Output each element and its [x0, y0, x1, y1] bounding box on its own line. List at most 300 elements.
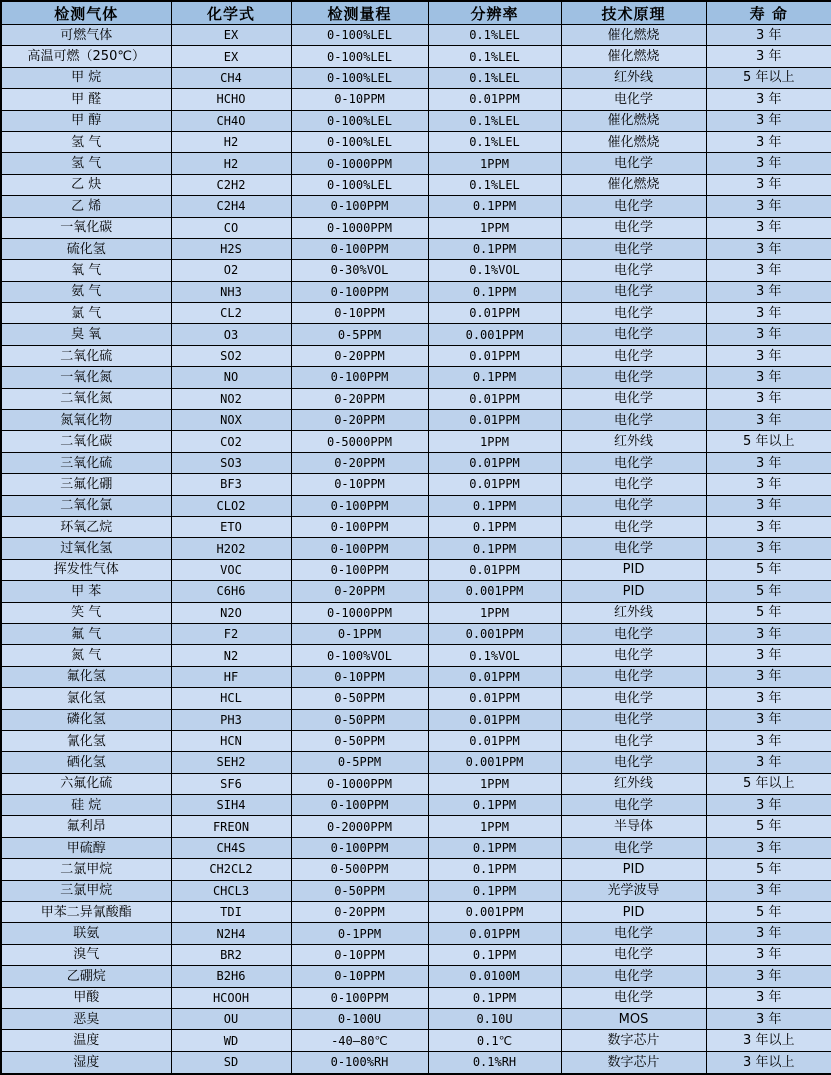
- cell-lifespan: 3 年: [706, 452, 831, 473]
- cell-lifespan: 3 年: [706, 367, 831, 388]
- cell-resolution: 0.1PPM: [428, 495, 561, 516]
- cell-chemical-formula: FREON: [171, 816, 291, 837]
- cell-gas-name: 挥发性气体: [1, 559, 171, 580]
- cell-resolution: 0.001PPM: [428, 752, 561, 773]
- cell-chemical-formula: SF6: [171, 773, 291, 794]
- cell-detection-range: 0-100PPM: [291, 238, 428, 259]
- cell-resolution: 0.001PPM: [428, 623, 561, 644]
- cell-technology: 电化学: [561, 666, 706, 687]
- cell-lifespan: 3 年: [706, 730, 831, 751]
- table-row: [1, 859, 831, 880]
- cell-gas-name: 氢 气: [1, 131, 171, 152]
- cell-technology: 电化学: [561, 495, 706, 516]
- cell-detection-range: 0-5PPM: [291, 752, 428, 773]
- cell-gas-name: 甲 醛: [1, 89, 171, 110]
- cell-technology: PID: [561, 902, 706, 923]
- cell-technology: 电化学: [561, 303, 706, 324]
- table-row: [1, 944, 831, 965]
- col-header-lifespan: 寿 命: [706, 1, 831, 25]
- header-row: [1, 1, 831, 25]
- cell-resolution: 0.1%LEL: [428, 67, 561, 88]
- cell-detection-range: 0-10PPM: [291, 666, 428, 687]
- cell-chemical-formula: NH3: [171, 281, 291, 302]
- cell-lifespan: 3 年: [706, 89, 831, 110]
- cell-chemical-formula: CHCL3: [171, 880, 291, 901]
- table-row: [1, 966, 831, 987]
- cell-technology: 电化学: [561, 752, 706, 773]
- cell-lifespan: 3 年: [706, 196, 831, 217]
- cell-gas-name: 温度: [1, 1030, 171, 1051]
- cell-lifespan: 3 年: [706, 645, 831, 666]
- cell-technology: 半导体: [561, 816, 706, 837]
- cell-resolution: 0.01PPM: [428, 709, 561, 730]
- table-row: [1, 367, 831, 388]
- cell-chemical-formula: SO3: [171, 452, 291, 473]
- cell-resolution: 0.1PPM: [428, 281, 561, 302]
- table-row: [1, 131, 831, 152]
- cell-resolution: 0.1%RH: [428, 1051, 561, 1074]
- cell-resolution: 0.01PPM: [428, 730, 561, 751]
- cell-detection-range: 0-100%LEL: [291, 174, 428, 195]
- table-row: [1, 281, 831, 302]
- cell-detection-range: 0-100%LEL: [291, 25, 428, 46]
- cell-lifespan: 3 年: [706, 281, 831, 302]
- cell-lifespan: 5 年: [706, 816, 831, 837]
- table-row: [1, 773, 831, 794]
- cell-chemical-formula: CH2CL2: [171, 859, 291, 880]
- cell-gas-name: 甲酸: [1, 987, 171, 1008]
- cell-technology: 电化学: [561, 153, 706, 174]
- table-row: [1, 1030, 831, 1051]
- cell-chemical-formula: HCOOH: [171, 987, 291, 1008]
- cell-detection-range: 0-2000PPM: [291, 816, 428, 837]
- cell-resolution: 0.1PPM: [428, 516, 561, 537]
- cell-gas-name: 六氟化硫: [1, 773, 171, 794]
- cell-resolution: 0.10U: [428, 1008, 561, 1029]
- cell-resolution: 0.1PPM: [428, 944, 561, 965]
- table-row: [1, 46, 831, 67]
- cell-detection-range: 0-50PPM: [291, 709, 428, 730]
- cell-chemical-formula: EX: [171, 25, 291, 46]
- cell-resolution: 0.1PPM: [428, 238, 561, 259]
- cell-chemical-formula: WD: [171, 1030, 291, 1051]
- cell-resolution: 1PPM: [428, 773, 561, 794]
- cell-detection-range: 0-100%RH: [291, 1051, 428, 1074]
- cell-gas-name: 氧 气: [1, 260, 171, 281]
- cell-chemical-formula: CO2: [171, 431, 291, 452]
- cell-lifespan: 3 年: [706, 153, 831, 174]
- table-row: [1, 431, 831, 452]
- cell-resolution: 1PPM: [428, 431, 561, 452]
- cell-technology: 电化学: [561, 837, 706, 858]
- cell-lifespan: 5 年以上: [706, 67, 831, 88]
- cell-resolution: 1PPM: [428, 602, 561, 623]
- cell-chemical-formula: CL2: [171, 303, 291, 324]
- cell-lifespan: 3 年: [706, 538, 831, 559]
- cell-resolution: 0.0100M: [428, 966, 561, 987]
- cell-lifespan: 3 年: [706, 388, 831, 409]
- cell-technology: 电化学: [561, 388, 706, 409]
- cell-technology: 电化学: [561, 730, 706, 751]
- cell-lifespan: 5 年: [706, 581, 831, 602]
- cell-chemical-formula: CH4: [171, 67, 291, 88]
- cell-technology: 光学波导: [561, 880, 706, 901]
- cell-technology: 电化学: [561, 281, 706, 302]
- cell-gas-name: 氟 气: [1, 623, 171, 644]
- cell-detection-range: 0-50PPM: [291, 880, 428, 901]
- cell-resolution: 0.1%LEL: [428, 25, 561, 46]
- col-header-detection-range: 检测量程: [291, 1, 428, 25]
- cell-lifespan: 3 年: [706, 880, 831, 901]
- cell-resolution: 1PPM: [428, 217, 561, 238]
- cell-resolution: 0.01PPM: [428, 688, 561, 709]
- cell-gas-name: 高温可燃（250℃）: [1, 46, 171, 67]
- cell-technology: 电化学: [561, 452, 706, 473]
- cell-chemical-formula: EX: [171, 46, 291, 67]
- cell-chemical-formula: H2O2: [171, 538, 291, 559]
- cell-lifespan: 3 年: [706, 131, 831, 152]
- cell-detection-range: 0-1000PPM: [291, 153, 428, 174]
- cell-detection-range: 0-100PPM: [291, 281, 428, 302]
- cell-technology: PID: [561, 581, 706, 602]
- cell-gas-name: 二氧化硫: [1, 345, 171, 366]
- cell-gas-name: 乙 烯: [1, 196, 171, 217]
- cell-lifespan: 3 年: [706, 324, 831, 345]
- table-row: [1, 538, 831, 559]
- cell-lifespan: 5 年以上: [706, 773, 831, 794]
- cell-chemical-formula: N2: [171, 645, 291, 666]
- cell-technology: 电化学: [561, 795, 706, 816]
- cell-technology: 电化学: [561, 238, 706, 259]
- cell-detection-range: 0-10PPM: [291, 89, 428, 110]
- cell-technology: 红外线: [561, 431, 706, 452]
- cell-chemical-formula: HCHO: [171, 89, 291, 110]
- table-row: [1, 110, 831, 131]
- cell-lifespan: 3 年: [706, 923, 831, 944]
- table-row: [1, 345, 831, 366]
- cell-technology: MOS: [561, 1008, 706, 1029]
- cell-resolution: 0.1%LEL: [428, 46, 561, 67]
- cell-resolution: 0.001PPM: [428, 324, 561, 345]
- cell-detection-range: 0-100PPM: [291, 516, 428, 537]
- col-header-chemical-formula: 化学式: [171, 1, 291, 25]
- cell-technology: 电化学: [561, 709, 706, 730]
- cell-detection-range: 0-20PPM: [291, 902, 428, 923]
- table-row: [1, 174, 831, 195]
- cell-gas-name: 三氧化硫: [1, 452, 171, 473]
- cell-gas-name: 磷化氢: [1, 709, 171, 730]
- cell-lifespan: 3 年: [706, 837, 831, 858]
- table-row: [1, 559, 831, 580]
- table-row: [1, 645, 831, 666]
- cell-chemical-formula: N2H4: [171, 923, 291, 944]
- cell-lifespan: 3 年: [706, 752, 831, 773]
- cell-detection-range: 0-100PPM: [291, 559, 428, 580]
- cell-chemical-formula: C2H4: [171, 196, 291, 217]
- cell-gas-name: 氟利昂: [1, 816, 171, 837]
- table-row: [1, 89, 831, 110]
- cell-detection-range: 0-5000PPM: [291, 431, 428, 452]
- cell-gas-name: 甲 烷: [1, 67, 171, 88]
- cell-resolution: 0.001PPM: [428, 902, 561, 923]
- cell-detection-range: 0-100%LEL: [291, 46, 428, 67]
- cell-chemical-formula: C6H6: [171, 581, 291, 602]
- cell-resolution: 0.1PPM: [428, 880, 561, 901]
- table-row: [1, 795, 831, 816]
- cell-resolution: 0.1%LEL: [428, 174, 561, 195]
- table-row: [1, 752, 831, 773]
- cell-lifespan: 3 年: [706, 46, 831, 67]
- cell-detection-range: 0-1000PPM: [291, 217, 428, 238]
- cell-lifespan: 5 年: [706, 602, 831, 623]
- cell-chemical-formula: CH4S: [171, 837, 291, 858]
- col-header-technology: 技术原理: [561, 1, 706, 25]
- cell-technology: PID: [561, 559, 706, 580]
- cell-technology: 电化学: [561, 260, 706, 281]
- cell-chemical-formula: CLO2: [171, 495, 291, 516]
- table-row: [1, 730, 831, 751]
- cell-resolution: 0.01PPM: [428, 452, 561, 473]
- cell-detection-range: -40—80℃: [291, 1030, 428, 1051]
- cell-resolution: 0.01PPM: [428, 410, 561, 431]
- cell-lifespan: 3 年: [706, 1008, 831, 1029]
- cell-resolution: 0.01PPM: [428, 89, 561, 110]
- cell-technology: 电化学: [561, 923, 706, 944]
- cell-gas-name: 氢 气: [1, 153, 171, 174]
- cell-detection-range: 0-10PPM: [291, 303, 428, 324]
- cell-lifespan: 3 年: [706, 966, 831, 987]
- cell-gas-name: 乙硼烷: [1, 966, 171, 987]
- cell-resolution: 0.1PPM: [428, 795, 561, 816]
- cell-gas-name: 二氧化氮: [1, 388, 171, 409]
- cell-resolution: 0.01PPM: [428, 559, 561, 580]
- table-row: [1, 196, 831, 217]
- table-row: [1, 25, 831, 46]
- cell-technology: 数字芯片: [561, 1051, 706, 1074]
- cell-detection-range: 0-100PPM: [291, 495, 428, 516]
- cell-gas-name: 甲 苯: [1, 581, 171, 602]
- table-row: [1, 987, 831, 1008]
- cell-detection-range: 0-100PPM: [291, 367, 428, 388]
- cell-gas-name: 硅 烷: [1, 795, 171, 816]
- cell-detection-range: 0-100U: [291, 1008, 428, 1029]
- cell-lifespan: 3 年: [706, 516, 831, 537]
- cell-detection-range: 0-1PPM: [291, 923, 428, 944]
- cell-detection-range: 0-20PPM: [291, 388, 428, 409]
- cell-gas-name: 硒化氢: [1, 752, 171, 773]
- cell-gas-name: 甲硫醇: [1, 837, 171, 858]
- cell-lifespan: 3 年: [706, 174, 831, 195]
- cell-resolution: 0.1%VOL: [428, 260, 561, 281]
- cell-technology: 催化燃烧: [561, 25, 706, 46]
- cell-chemical-formula: OU: [171, 1008, 291, 1029]
- cell-resolution: 0.1℃: [428, 1030, 561, 1051]
- cell-detection-range: 0-100%LEL: [291, 131, 428, 152]
- cell-lifespan: 3 年: [706, 345, 831, 366]
- cell-resolution: 0.1PPM: [428, 837, 561, 858]
- col-header-resolution: 分辨率: [428, 1, 561, 25]
- cell-lifespan: 3 年: [706, 666, 831, 687]
- cell-lifespan: 3 年: [706, 110, 831, 131]
- cell-lifespan: 3 年: [706, 623, 831, 644]
- cell-chemical-formula: B2H6: [171, 966, 291, 987]
- cell-lifespan: 3 年: [706, 217, 831, 238]
- cell-detection-range: 0-10PPM: [291, 474, 428, 495]
- table-row: [1, 623, 831, 644]
- table-row: [1, 902, 831, 923]
- cell-detection-range: 0-500PPM: [291, 859, 428, 880]
- cell-gas-name: 二氯甲烷: [1, 859, 171, 880]
- cell-chemical-formula: N2O: [171, 602, 291, 623]
- table-row: [1, 923, 831, 944]
- table-row: [1, 688, 831, 709]
- cell-resolution: 1PPM: [428, 816, 561, 837]
- cell-chemical-formula: H2: [171, 131, 291, 152]
- table-row: [1, 880, 831, 901]
- table-row: [1, 388, 831, 409]
- cell-technology: PID: [561, 859, 706, 880]
- cell-lifespan: 3 年以上: [706, 1030, 831, 1051]
- cell-resolution: 0.001PPM: [428, 581, 561, 602]
- cell-lifespan: 3 年以上: [706, 1051, 831, 1074]
- cell-resolution: 0.01PPM: [428, 388, 561, 409]
- table-row: [1, 709, 831, 730]
- cell-detection-range: 0-100PPM: [291, 538, 428, 559]
- cell-gas-name: 三氟化硼: [1, 474, 171, 495]
- cell-detection-range: 0-30%VOL: [291, 260, 428, 281]
- cell-technology: 催化燃烧: [561, 46, 706, 67]
- table-row: [1, 324, 831, 345]
- cell-technology: 红外线: [561, 773, 706, 794]
- cell-technology: 电化学: [561, 987, 706, 1008]
- cell-resolution: 0.01PPM: [428, 303, 561, 324]
- cell-chemical-formula: C2H2: [171, 174, 291, 195]
- cell-gas-name: 氰化氢: [1, 730, 171, 751]
- cell-technology: 电化学: [561, 345, 706, 366]
- cell-chemical-formula: BR2: [171, 944, 291, 965]
- cell-technology: 电化学: [561, 538, 706, 559]
- cell-lifespan: 3 年: [706, 238, 831, 259]
- cell-lifespan: 3 年: [706, 688, 831, 709]
- cell-detection-range: 0-100PPM: [291, 196, 428, 217]
- cell-gas-name: 臭 氧: [1, 324, 171, 345]
- cell-detection-range: 0-100PPM: [291, 795, 428, 816]
- table-row: [1, 67, 831, 88]
- cell-gas-name: 氮 气: [1, 645, 171, 666]
- table-row: [1, 837, 831, 858]
- cell-lifespan: 3 年: [706, 303, 831, 324]
- cell-lifespan: 5 年以上: [706, 431, 831, 452]
- cell-technology: 电化学: [561, 516, 706, 537]
- cell-detection-range: 0-10PPM: [291, 944, 428, 965]
- cell-gas-name: 甲苯二异氰酸酯: [1, 902, 171, 923]
- cell-lifespan: 3 年: [706, 495, 831, 516]
- cell-chemical-formula: VOC: [171, 559, 291, 580]
- cell-lifespan: 3 年: [706, 944, 831, 965]
- cell-chemical-formula: CO: [171, 217, 291, 238]
- cell-detection-range: 0-10PPM: [291, 966, 428, 987]
- cell-technology: 红外线: [561, 602, 706, 623]
- cell-technology: 红外线: [561, 67, 706, 88]
- table-row: [1, 581, 831, 602]
- cell-technology: 催化燃烧: [561, 174, 706, 195]
- cell-detection-range: 0-100PPM: [291, 837, 428, 858]
- cell-resolution: 0.01PPM: [428, 923, 561, 944]
- cell-chemical-formula: F2: [171, 623, 291, 644]
- cell-gas-name: 氟化氢: [1, 666, 171, 687]
- cell-gas-name: 氨 气: [1, 281, 171, 302]
- cell-detection-range: 0-5PPM: [291, 324, 428, 345]
- cell-technology: 电化学: [561, 688, 706, 709]
- table-row: [1, 816, 831, 837]
- cell-gas-name: 二氧化氯: [1, 495, 171, 516]
- cell-detection-range: 0-50PPM: [291, 688, 428, 709]
- cell-chemical-formula: O3: [171, 324, 291, 345]
- cell-detection-range: 0-1000PPM: [291, 773, 428, 794]
- cell-detection-range: 0-100%VOL: [291, 645, 428, 666]
- cell-gas-name: 氯化氢: [1, 688, 171, 709]
- cell-technology: 催化燃烧: [561, 131, 706, 152]
- cell-gas-name: 一氧化氮: [1, 367, 171, 388]
- cell-resolution: 0.1PPM: [428, 196, 561, 217]
- table-row: [1, 303, 831, 324]
- cell-resolution: 0.01PPM: [428, 345, 561, 366]
- col-header-gas-name: 检测气体: [1, 1, 171, 25]
- cell-chemical-formula: O2: [171, 260, 291, 281]
- cell-gas-name: 过氧化氢: [1, 538, 171, 559]
- cell-technology: 电化学: [561, 410, 706, 431]
- cell-chemical-formula: NOX: [171, 410, 291, 431]
- cell-chemical-formula: SD: [171, 1051, 291, 1074]
- cell-gas-name: 氯 气: [1, 303, 171, 324]
- table-row: [1, 666, 831, 687]
- cell-technology: 电化学: [561, 196, 706, 217]
- cell-technology: 电化学: [561, 217, 706, 238]
- cell-detection-range: 0-20PPM: [291, 581, 428, 602]
- cell-lifespan: 5 年: [706, 902, 831, 923]
- cell-technology: 电化学: [561, 367, 706, 388]
- cell-resolution: 0.1%LEL: [428, 131, 561, 152]
- cell-technology: 电化学: [561, 966, 706, 987]
- cell-gas-name: 乙 炔: [1, 174, 171, 195]
- table-row: [1, 238, 831, 259]
- cell-resolution: 0.1PPM: [428, 859, 561, 880]
- cell-gas-name: 一氧化碳: [1, 217, 171, 238]
- cell-lifespan: 3 年: [706, 987, 831, 1008]
- cell-gas-name: 湿度: [1, 1051, 171, 1074]
- cell-lifespan: 3 年: [706, 474, 831, 495]
- cell-gas-name: 氮氧化物: [1, 410, 171, 431]
- cell-gas-name: 恶臭: [1, 1008, 171, 1029]
- table-row: [1, 1051, 831, 1074]
- cell-resolution: 0.1PPM: [428, 538, 561, 559]
- cell-chemical-formula: TDI: [171, 902, 291, 923]
- cell-technology: 催化燃烧: [561, 110, 706, 131]
- table-row: [1, 602, 831, 623]
- cell-gas-name: 联氨: [1, 923, 171, 944]
- cell-gas-name: 可燃气体: [1, 25, 171, 46]
- cell-lifespan: 3 年: [706, 410, 831, 431]
- cell-technology: 电化学: [561, 324, 706, 345]
- cell-chemical-formula: NO: [171, 367, 291, 388]
- cell-chemical-formula: PH3: [171, 709, 291, 730]
- cell-detection-range: 0-20PPM: [291, 345, 428, 366]
- cell-technology: 电化学: [561, 623, 706, 644]
- table-row: [1, 495, 831, 516]
- table-row: [1, 516, 831, 537]
- cell-resolution: 0.1PPM: [428, 367, 561, 388]
- cell-chemical-formula: HCL: [171, 688, 291, 709]
